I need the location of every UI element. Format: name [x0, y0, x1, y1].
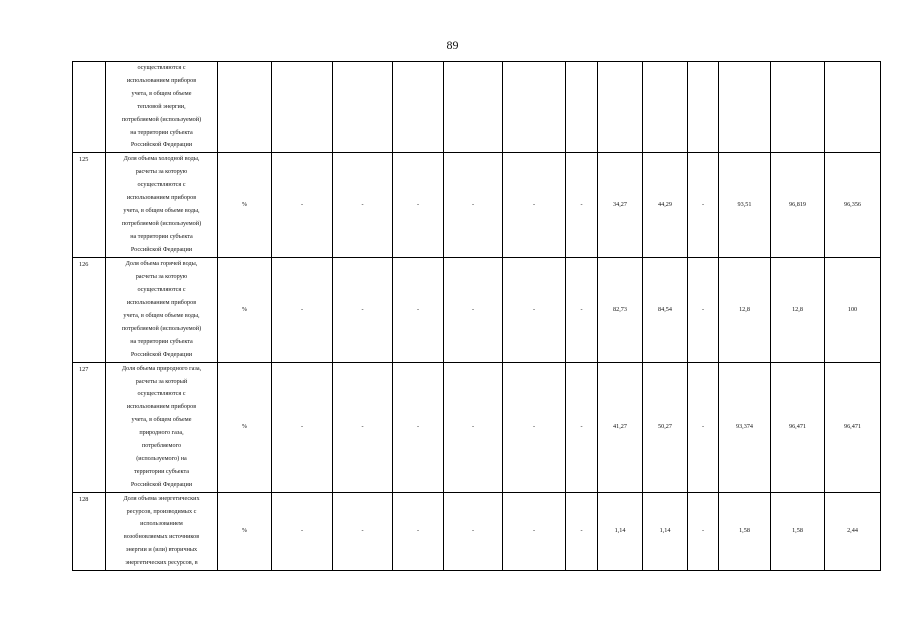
indicator-name-line: природного газа,	[139, 429, 184, 437]
indicator-name-line: учета, в общем объеме	[131, 89, 192, 97]
value-cell: -	[393, 492, 444, 570]
value-cell: 12,8	[771, 258, 825, 362]
value-cell: 50,27	[643, 362, 688, 492]
indicator-name-line: использованием приборов	[126, 76, 197, 84]
value-cell: -	[566, 153, 598, 258]
value-cell: 96,471	[825, 362, 881, 492]
value-cell: -	[503, 362, 566, 492]
indicator-name-line: Доля объема холодной воды,	[123, 155, 200, 163]
indicator-name-line: энергетических ресурсов, в	[125, 559, 198, 567]
value-cell: -	[444, 492, 503, 570]
table-row	[73, 362, 881, 492]
value-cell	[503, 62, 566, 153]
indicator-name-line: энергии и (или) вторичных	[125, 546, 198, 554]
value-cell: -	[272, 258, 333, 362]
indicator-name-line: использованием приборов	[126, 403, 197, 411]
row-number: 125	[73, 153, 106, 258]
unit-cell	[218, 62, 272, 153]
value-cell	[566, 62, 598, 153]
value-cell: -	[566, 258, 598, 362]
value-cell: -	[503, 153, 566, 258]
indicator-name-line: Доля объема горячей воды,	[125, 260, 198, 268]
value-cell: -	[393, 153, 444, 258]
indicator-name-line: расчеты за который	[135, 377, 188, 385]
value-cell: 96,471	[771, 362, 825, 492]
row-number	[73, 62, 106, 153]
value-cell: 1,14	[598, 492, 643, 570]
indicator-name-line: Доля объема природного газа,	[121, 364, 202, 372]
value-cell: -	[688, 492, 719, 570]
value-cell: 41,27	[598, 362, 643, 492]
indicator-name	[106, 62, 218, 153]
indicator-name	[106, 258, 218, 362]
value-cell: -	[272, 362, 333, 492]
value-cell: -	[566, 492, 598, 570]
unit-cell: %	[218, 258, 272, 362]
value-cell	[393, 62, 444, 153]
indicator-name-line: на территории субъекта	[130, 337, 193, 345]
value-cell: -	[503, 258, 566, 362]
indicator-name-line: Российской Федерации	[130, 350, 193, 358]
page-number: 89	[446, 38, 459, 52]
indicator-name-line: расчеты за которую	[135, 168, 188, 176]
value-cell: -	[688, 153, 719, 258]
value-cell: -	[444, 153, 503, 258]
indicator-name-line: Российской Федерации	[130, 141, 193, 149]
value-cell: 93,51	[719, 153, 771, 258]
value-cell: 93,374	[719, 362, 771, 492]
value-cell: -	[393, 362, 444, 492]
value-cell: -	[444, 362, 503, 492]
value-cell: 34,27	[598, 153, 643, 258]
indicator-name-line: расчеты за которую	[135, 273, 188, 281]
indicator-name-line: тепловой энергии,	[137, 102, 186, 110]
table-row	[73, 258, 881, 362]
indicator-name-line: Российской Федерации	[130, 245, 193, 253]
value-cell: 96,356	[825, 153, 881, 258]
indicator-name-line: использованием приборов	[126, 194, 197, 202]
value-cell: -	[333, 492, 393, 570]
value-cell: 1,14	[643, 492, 688, 570]
indicator-name-line: Доля объема энергетических	[123, 494, 200, 502]
indicator-name-line: осуществляются с	[137, 286, 186, 294]
value-cell: 1,58	[771, 492, 825, 570]
value-cell: -	[333, 258, 393, 362]
indicator-name	[106, 492, 218, 570]
table-row	[73, 153, 881, 258]
value-cell	[333, 62, 393, 153]
value-cell	[598, 62, 643, 153]
value-cell: -	[444, 258, 503, 362]
indicator-name-line: потребляемой (используемой)	[121, 324, 202, 332]
indicator-name-line: на территории субъекта	[130, 128, 193, 136]
indicator-name-line: возобновляемых источников	[123, 533, 200, 541]
value-cell: 96,819	[771, 153, 825, 258]
value-cell	[444, 62, 503, 153]
row-number: 128	[73, 492, 106, 570]
value-cell	[688, 62, 719, 153]
row-number: 126	[73, 258, 106, 362]
indicator-name-line: потребляемого	[141, 442, 182, 450]
value-cell: 1,58	[719, 492, 771, 570]
value-cell	[643, 62, 688, 153]
unit-cell: %	[218, 153, 272, 258]
row-number: 127	[73, 362, 106, 492]
value-cell	[825, 62, 881, 153]
value-cell: 2,44	[825, 492, 881, 570]
value-cell	[719, 62, 771, 153]
value-cell: -	[333, 153, 393, 258]
table-row	[73, 62, 881, 153]
value-cell	[771, 62, 825, 153]
table-row	[73, 492, 881, 570]
unit-cell: %	[218, 492, 272, 570]
value-cell: 100	[825, 258, 881, 362]
indicator-name-line: учета, в общем объеме	[131, 416, 192, 424]
indicator-name-line: осуществляются с	[137, 64, 186, 71]
value-cell: -	[333, 362, 393, 492]
value-cell: -	[272, 492, 333, 570]
value-cell	[272, 62, 333, 153]
value-cell: 12,8	[719, 258, 771, 362]
indicator-name-line: учета, в общем объеме воды,	[123, 206, 200, 214]
indicator-name-line: территории субъекта	[134, 467, 189, 475]
indicator-name-line: осуществляются с	[137, 181, 186, 189]
value-cell: 82,73	[598, 258, 643, 362]
indicator-table	[72, 61, 881, 571]
value-cell: -	[393, 258, 444, 362]
value-cell: 84,54	[643, 258, 688, 362]
value-cell: 44,29	[643, 153, 688, 258]
indicator-name-line: использованием приборов	[126, 299, 197, 307]
indicator-name-line: ресурсов, производимых с	[126, 507, 197, 515]
indicator-name	[106, 362, 218, 492]
value-cell: -	[566, 362, 598, 492]
indicator-name-line: Российской Федерации	[130, 480, 193, 488]
indicator-name-line: потребляемой (используемой)	[121, 115, 202, 123]
value-cell: -	[688, 362, 719, 492]
indicator-name-line: учета, в общем объеме воды,	[123, 311, 200, 319]
indicator-name-line: потребляемой (используемой)	[121, 219, 202, 227]
unit-cell: %	[218, 362, 272, 492]
indicator-name-line: на территории субъекта	[130, 232, 193, 240]
indicator-name	[106, 153, 218, 258]
indicator-name-line: использованием	[140, 520, 183, 528]
indicator-name-line: (используемого) на	[136, 454, 187, 462]
value-cell: -	[688, 258, 719, 362]
value-cell: -	[272, 153, 333, 258]
indicator-name-line: осуществляются с	[137, 390, 186, 398]
value-cell: -	[503, 492, 566, 570]
